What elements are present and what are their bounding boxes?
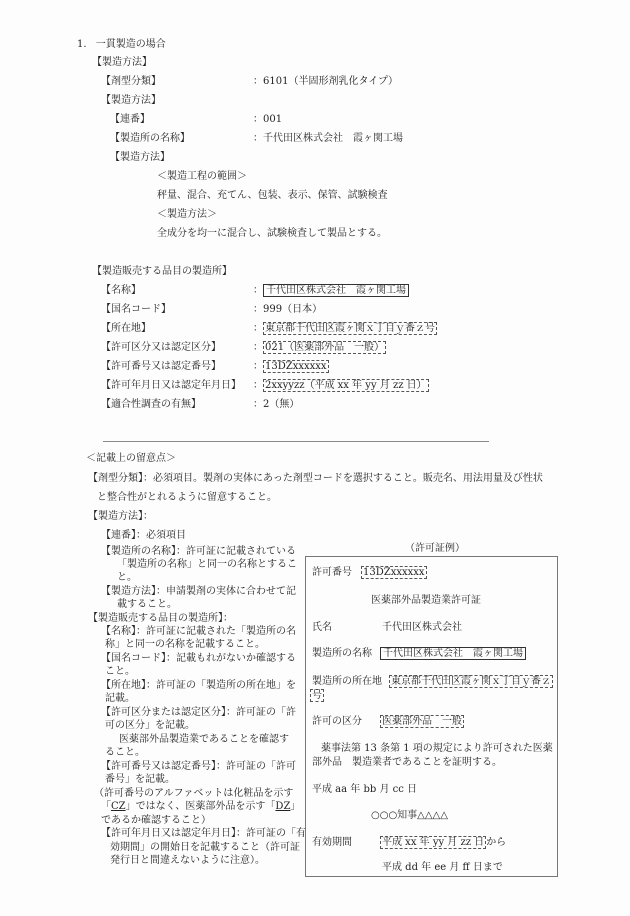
note-method-2: 載すること。 [117,599,177,610]
note-date-1: 【許可年月日又は認定年月日】：許可証の「有 [101,828,306,839]
address-box: 東京都千代田区霞ヶ関ｘ丁目ｙ番ｚ号 [265,323,435,334]
note-site-header: 【製造販売する品目の製造所】： [88,613,233,624]
dosage-value: ：6101（半固形剤乳化タイプ） [253,76,399,87]
site-header: 【製造販売する品目の製造所】 [92,266,232,277]
site-row-value: ：999（日本） [253,304,323,315]
cert-name-value: 千代田区株式会社 [382,622,462,633]
site-row-value: ： 東京都千代田区霞ヶ関ｘ丁目ｙ番ｚ号 [253,323,435,334]
cert-name-label: 氏名 [312,622,332,633]
note-permit-no-2: 番号」を記載。 [105,774,175,785]
cert-permit-class-label: 許可の区分 [312,716,362,727]
cz-code: CZ [111,801,126,812]
serial-label: 【連番】 [110,114,150,125]
site-name-box: 千代田区株式会社 霞ヶ関工場 [263,284,409,297]
scope-text: 秤量、混合、充てん、包装、表示、保管、試験検査 [157,190,388,201]
site-row-label: 【適合性調査の有無】 [101,399,201,410]
note-country-2: こと。 [105,666,135,677]
note-date-3: 発行日と間違えないように注意）。 [110,855,265,866]
note-name-2: 称」と同一の名称を記載すること。 [105,639,265,650]
cert-title: 医薬部外品製造業許可証 [371,595,481,606]
notes-header: ＜記載上の留意点＞ [86,453,176,464]
scope-header: ＜製造工程の範囲＞ [157,171,247,182]
note-method-1: 【製造方法】：申請製剤の実体に合わせて記 [101,586,296,597]
site-row-value: ： 021（医薬部外品 一般） [253,342,385,353]
note-country-1: 【国名コード】：記載もれがないか確認する [101,653,296,664]
method-sub-header: 【製造方法】 [101,95,161,106]
cert-site-address-label: 製造所の所在地 [312,676,382,687]
cert-validity-from-box: 平成 xx 年 yy 月 zz 日 [382,837,485,848]
cert-validity-label: 有効期間 [312,837,352,848]
dosage-label: 【剤型分類】 [101,76,161,87]
site-name-value: ：千代田区株式会社 霞ヶ関工場 [253,133,403,144]
cert-validity-from-suffix: から [486,837,507,848]
note-dosage-1: 【剤型分類】：必須項目。製剤の実体にあった剤型コードを選択すること。販売名、用法用量及び性状 [88,473,543,484]
method-text: 全成分を均一に混合し、試験検査して製品とする。 [157,228,387,239]
serial-value: ：001 [253,114,283,125]
section-heading [77,38,166,51]
cert-issue-date: 平成 aa 年 bb 月 cc 日 [312,784,417,795]
site-row-value: ： 2xxyyzz（平成 xx 年 yy 月 zz 日） [253,380,427,391]
site-row-value: ： 千代田区株式会社 霞ヶ関工場 [253,284,409,297]
section-title: 一貫製造の場合 [95,39,166,50]
site-row-label: 【許可番号又は認定番号】 [101,361,221,372]
site-row-value: ：2（無） [253,399,300,410]
method-header: 【製造方法】 [92,57,152,68]
cert-permit-no-label: 許可番号 [312,567,352,578]
cert-statement-2: 部外品 製造業者であることを証明する。 [312,757,502,768]
cert-site-address-box-1: 東京都千代田区霞ヶ関ｘ丁目ｙ番ｚ [391,676,551,687]
note-method-header: 【製造方法】： [88,511,153,522]
note-permit-class-1: 【許可区分または認定区分】：許可証の「許 [101,707,296,718]
note-address-2: 記載。 [105,693,135,704]
note-date-2: 効期間」の開始日を記載すること（許可証 [110,842,300,853]
permit-number-box: 13DZxxxxxx [265,361,327,372]
note-serial: 【連番】：必須項目 [101,530,186,541]
note-dosage-2: と整合性がとれるように留意すること。 [97,492,277,503]
section-number: 1. [77,39,87,50]
site-name-label: 【製造所の名称】 [110,133,190,144]
site-row-label: 【許可区分又は認定区分】 [101,342,221,353]
note-permit-class-2: 可の区分」を記載。 [105,720,195,731]
note-permit-class-4: ること。 [105,747,145,758]
note-name-1: 【名称】：許可証に記載された「製造所の名 [101,626,296,637]
cert-issuer: ○○○知事△△△△ [371,810,448,821]
note-site-name-1: 【製造所の名称】：許可証に記載されている [101,546,296,557]
note-alpha-1: （許可番号のアルファベットは化粧品を示す [94,788,294,799]
note-site-name-2: 「製造所の名称」と同一の名称とするこ [117,559,297,570]
divider [103,441,489,442]
site-row-label: 【許可年月日又は認定年月日】 [101,380,241,391]
note-site-name-3: と。 [117,572,137,583]
method-detail-header: 【製造方法】 [110,152,170,163]
cert-site-name-label: 製造所の名称 [312,648,372,659]
dz-code: DZ [275,801,291,812]
site-row-label: 【所在地】 [101,323,151,334]
permit-date-box: 2xxyyzz（平成 xx 年 yy 月 zz 日） [265,380,427,391]
permit-class-box: 021（医薬部外品 一般） [265,342,385,353]
note-alpha-3: であるか確認すること） [101,815,211,826]
note-permit-no-1: 【許可番号又は認定番号】：許可証の「許可 [101,761,296,772]
cert-permit-class-box: 医薬部外品 一般 [382,716,462,727]
site-row-label: 【名称】 [101,285,141,296]
note-alpha-2: 「CZ」ではなく、医薬部外品を示す「DZ」 [101,801,301,812]
cert-validity-to: 平成 dd 年 ee 月 ff 日まで [382,862,503,873]
cert-site-address-box-2: 号 [312,690,322,701]
certificate-caption: （許可証例） [405,543,465,554]
note-permit-class-3: 医薬部外品製造業であることを確認す [119,734,289,745]
method-inner-header: ＜製造方法＞ [157,209,217,220]
site-row-label: 【国名コード】 [101,304,171,315]
cert-permit-no-box: 13DZxxxxxx [363,567,425,578]
site-row-value: ： 13DZxxxxxx [253,361,327,372]
note-address-1: 【所在地】：許可証の「製造所の所在地」を [101,680,296,691]
cert-site-name-box: 千代田区株式会社 霞ヶ関工場 [380,647,526,660]
cert-statement-1: 薬事法第 13 条第 1 項の規定により許可された医薬 [321,743,553,754]
